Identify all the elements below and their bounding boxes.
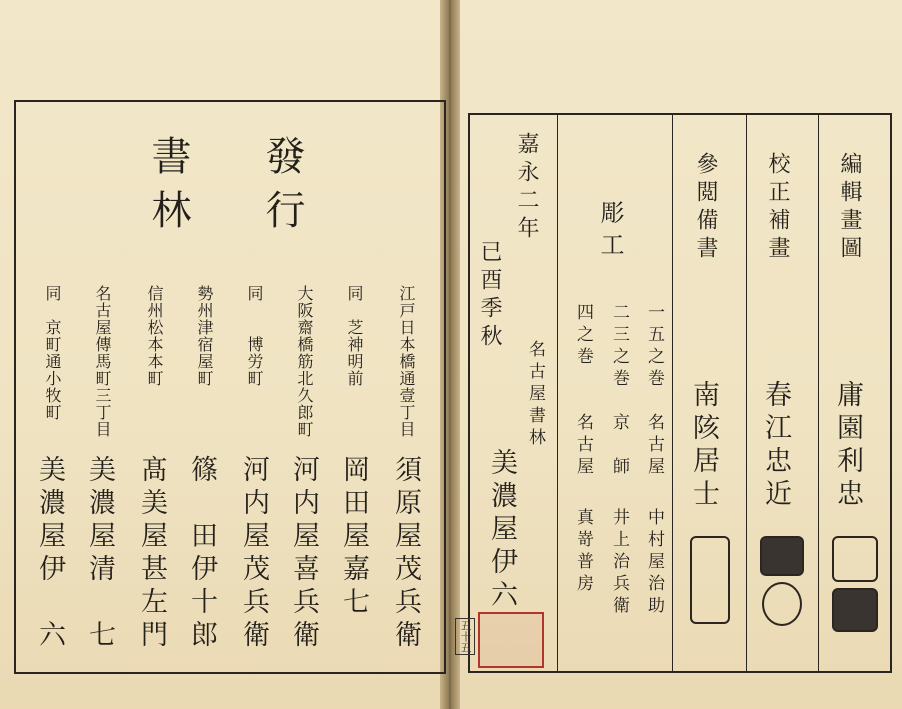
publisher-name: 岡田屋嘉七	[338, 455, 369, 620]
column-divider	[818, 115, 819, 671]
engraver-volume: 一五之巻	[644, 303, 664, 391]
folio-number: 五十五	[455, 618, 475, 655]
compiler-name: 庸園利忠	[832, 380, 863, 512]
corrector-label: 校正補畫	[765, 152, 790, 264]
publisher-address: 同 芝神明前	[345, 285, 364, 387]
engraver-place: 名古屋	[644, 413, 664, 479]
publisher-address: 大阪齋橋筋北久郎町	[295, 285, 314, 438]
bookstore-name: 美濃屋伊六	[486, 448, 517, 613]
column-divider	[557, 115, 558, 671]
publisher-address: 信州松本本町	[145, 285, 164, 387]
publisher-address: 同 博労町	[245, 285, 264, 387]
reviewer-name: 南陔居士	[688, 380, 719, 512]
publication-date: 嘉永二年	[514, 132, 539, 244]
publisher-name: 髙美屋甚左門	[136, 455, 167, 653]
engraver-name: 真嵜普房	[573, 508, 593, 596]
publisher-name: 河内屋喜兵衛	[288, 455, 319, 653]
publication-season: 已酉季秋	[477, 240, 502, 352]
bookstore-place: 名古屋書林	[525, 340, 545, 450]
publisher-name: 美濃屋清 七	[84, 455, 115, 653]
compiler-seal	[832, 536, 878, 582]
publisher-address: 同 京町通小牧町	[43, 285, 62, 421]
reviewer-label: 參閲備書	[693, 152, 718, 264]
engraver-volume: 二三之巻	[609, 303, 629, 391]
publisher-name: 河内屋茂兵衛	[238, 455, 269, 653]
publisher-address: 勢州津宿屋町	[195, 285, 214, 387]
publisher-heading-2: 書林	[145, 135, 191, 243]
engraver-place: 名古屋	[573, 413, 593, 479]
engraver-volume: 四之巻	[573, 303, 593, 369]
corrector-seal	[762, 582, 802, 626]
left-page-frame	[14, 100, 446, 674]
engraver-label: 彫工	[596, 200, 624, 264]
red-ownership-stamp	[478, 612, 544, 668]
corrector-seal	[760, 536, 804, 576]
publisher-address: 江戸日本橋通壹丁目	[397, 285, 416, 438]
column-divider	[672, 115, 673, 671]
publisher-heading-1: 發行	[259, 135, 305, 243]
corrector-name: 春江忠近	[760, 380, 791, 512]
column-divider	[746, 115, 747, 671]
compiler-seal	[832, 588, 878, 632]
engraver-place: 京 師	[609, 413, 629, 479]
publisher-name: 美濃屋伊 六	[34, 455, 65, 653]
publisher-name: 須原屋茂兵衛	[390, 455, 421, 653]
publisher-address: 名古屋傳馬町三丁目	[93, 285, 112, 438]
reviewer-seal	[690, 536, 730, 624]
engraver-name: 中村屋治助	[644, 508, 664, 618]
compiler-label: 編輯畫圖	[837, 152, 862, 264]
publisher-name: 篠 田伊十郎	[186, 455, 217, 653]
engraver-name: 井上治兵衛	[609, 508, 629, 618]
